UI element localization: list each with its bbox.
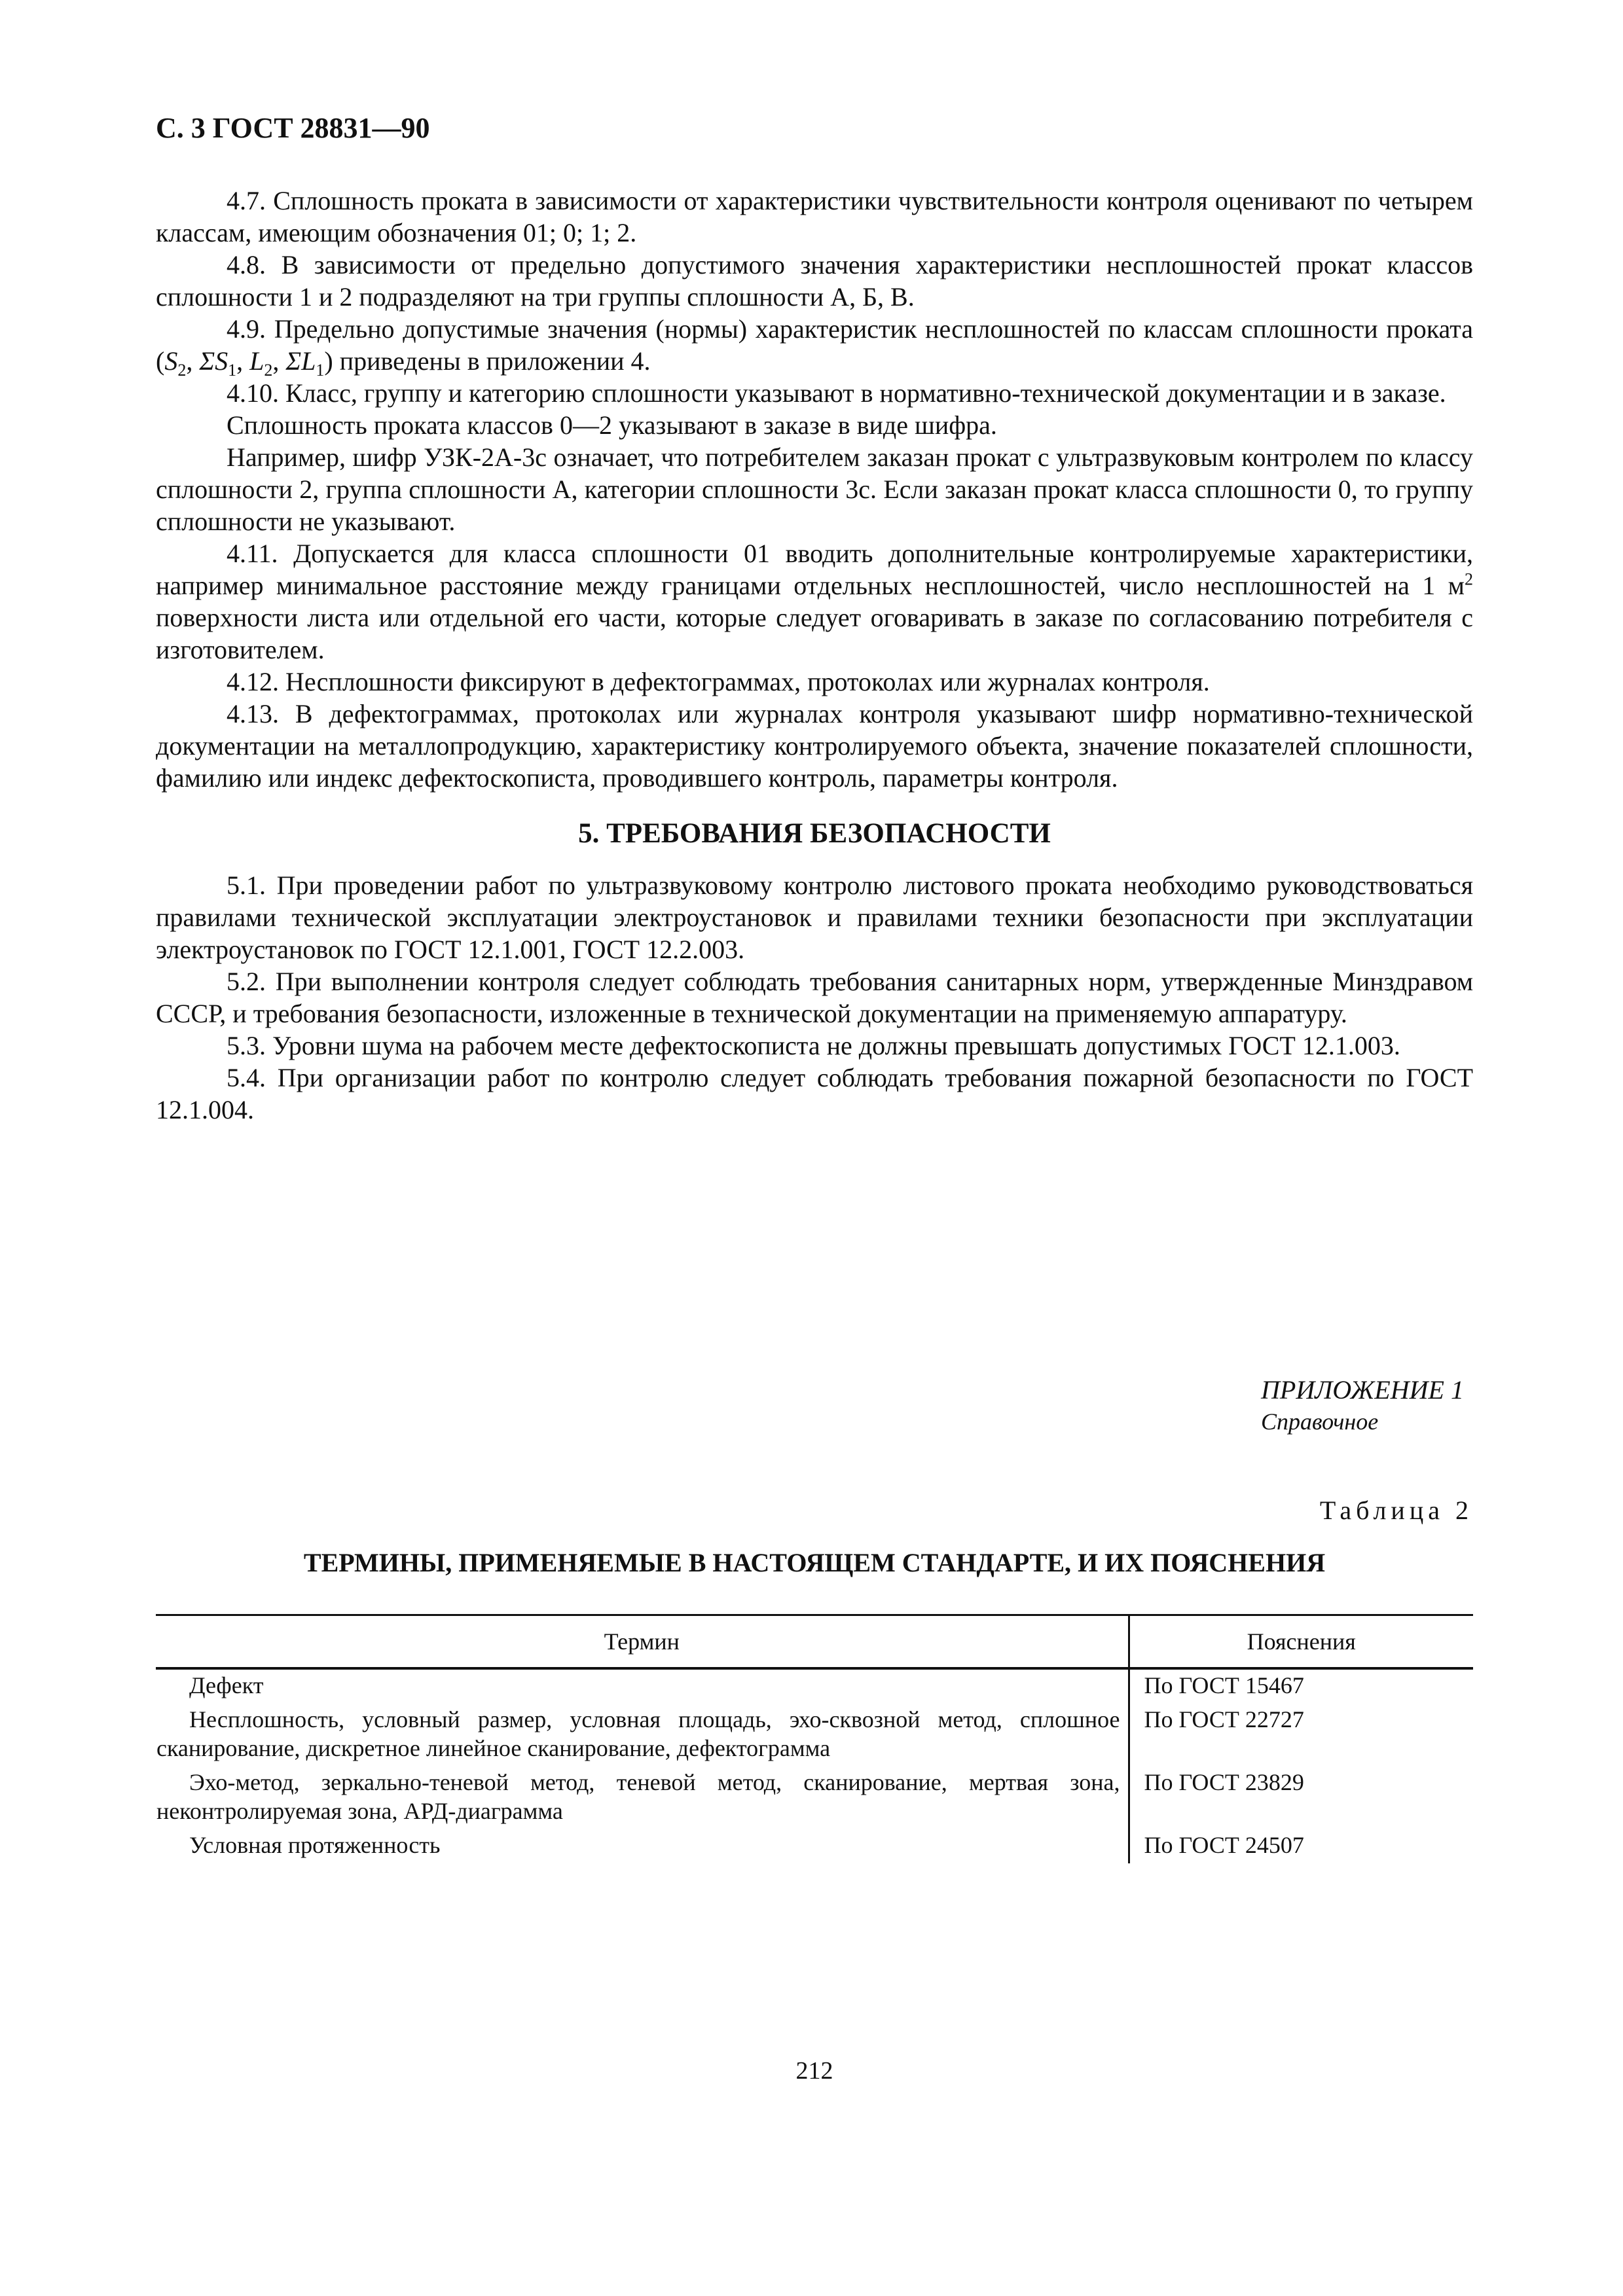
- appendix-note: Справочное: [1261, 1408, 1379, 1435]
- table-row: [156, 1668, 1473, 1704]
- explanation-cell: По ГОСТ 23829: [1144, 1769, 1304, 1795]
- table-row: [156, 1704, 1473, 1767]
- header-term: Термин: [156, 1615, 1129, 1669]
- table-row: [156, 1829, 1473, 1863]
- explanation-cell: По ГОСТ 22727: [1144, 1706, 1304, 1732]
- paragraph-example: Например, шифр УЗК-2А-3с означает, что потребителем заказан прокат с ультразвуковым контролем по классу сплошности 2, группа сплошности А, категории сплошности 3с. Если заказан прокат класса сплошности 0, то группу сплошности не указывают.: [156, 442, 1473, 536]
- paragraph-4-13: 4.13. В дефектограммах, протоколах или журналах контроля указывают шифр нормативно-технической документации на металлопродукцию, характеристику контролируемого объекта, значение показателей сплошности, фамилию или индекс дефектоскописта, проводившего контроль, параметры контроля.: [156, 699, 1473, 793]
- term-cell: Несплошность, условный размер, условная площадь, эхо-сквозной метод, сплошное сканирование, дискретное линейное сканирование, дефектограмма: [156, 1704, 1129, 1767]
- paragraph-4-8: 4.8. В зависимости от предельно допустимого значения характеристики несплошностей прокат классов сплошности 1 и 2 подразделяют на три группы сплошности А, Б, В.: [156, 250, 1473, 312]
- paragraph-5-3: 5.3. Уровни шума на рабочем месте дефектоскописта не должны превышать допустимых ГОСТ 12.1.003.: [227, 1031, 1400, 1060]
- term-cell: Дефект: [156, 1668, 1129, 1704]
- table-header-row: [156, 1615, 1473, 1669]
- paragraph-4-11: 4.11. Допускается для класса сплошности 01 вводить дополнительные контролируемые характеристики, например минимальное расстояние между границами отдельных несплошностей, число несплошностей на 1 $м^2$ поверхности листа или отдельной его части, которые следует оговаривать в заказе по согласованию потребителя с изготовителем.: [156, 539, 1473, 664]
- document-body: [156, 185, 1473, 1126]
- paragraph-cipher: Сплошность проката классов 0—2 указывают в заказе в виде шифра.: [227, 410, 997, 440]
- paragraph-4-9: 4.9. Предельно допустимые значения (нормы) характеристик несплошностей по классам сплошности проката ($S_2$, $\Sigma S_1$, $L_2$, $\Sigma L_1$) приведены в приложении 4.: [156, 314, 1473, 380]
- paragraph-5-2: 5.2. При выполнении контроля следует соблюдать требования санитарных норм, утвержденные Минздравом СССР, и требования безопасности, изложенные в технической документации на применяемую аппаратуру.: [156, 967, 1473, 1028]
- table-row: [156, 1767, 1473, 1829]
- term-cell: Условная протяженность: [156, 1829, 1129, 1863]
- paragraph-5-1: 5.1. При проведении работ по ультразвуковому контролю листового проката необходимо руководствоваться правилами технической эксплуатации электроустановок и правилами техники безопасности при эксплуатации электроустановок по ГОСТ 12.1.001, ГОСТ 12.2.003.: [156, 870, 1473, 964]
- terms-table: [156, 1614, 1473, 1863]
- header-explanation: Пояснения: [1129, 1615, 1473, 1669]
- page-header: С. 3 ГОСТ 28831—90: [156, 112, 430, 144]
- section-5-title: 5. ТРЕБОВАНИЯ БЕЗОПАСНОСТИ: [578, 818, 1051, 849]
- explanation-cell: По ГОСТ 24507: [1144, 1832, 1304, 1858]
- table-title: ТЕРМИНЫ, ПРИМЕНЯЕМЫЕ В НАСТОЯЩЕМ СТАНДАРТЕ, И ИХ ПОЯСНЕНИЯ: [303, 1548, 1326, 1577]
- paragraph-4-10: 4.10. Класс, группу и категорию сплошности указывают в нормативно-технической документации и в заказе.: [227, 378, 1446, 408]
- table-label: Таблица 2: [1319, 1496, 1473, 1525]
- appendix-heading: [1261, 1374, 1464, 1437]
- paragraph-5-4: 5.4. При организации работ по контролю следует соблюдать требования пожарной безопасности по ГОСТ 12.1.004.: [156, 1063, 1473, 1124]
- paragraph-4-12: 4.12. Несплошности фиксируют в дефектограммах, протоколах или журналах контроля.: [227, 667, 1210, 696]
- paragraph-4-7: 4.7. Сплошность проката в зависимости от характеристики чувствительности контроля оценивают по четырем классам, имеющим обозначения 01; 0; 1; 2.: [156, 186, 1473, 247]
- term-cell: Эхо-метод, зеркально-теневой метод, теневой метод, сканирование, мертвая зона, неконтролируемая зона, АРД-диаграмма: [156, 1767, 1129, 1829]
- explanation-cell: По ГОСТ 15467: [1144, 1672, 1304, 1698]
- page-number: 212: [795, 2057, 833, 2085]
- appendix-title: ПРИЛОЖЕНИЕ 1: [1261, 1375, 1464, 1405]
